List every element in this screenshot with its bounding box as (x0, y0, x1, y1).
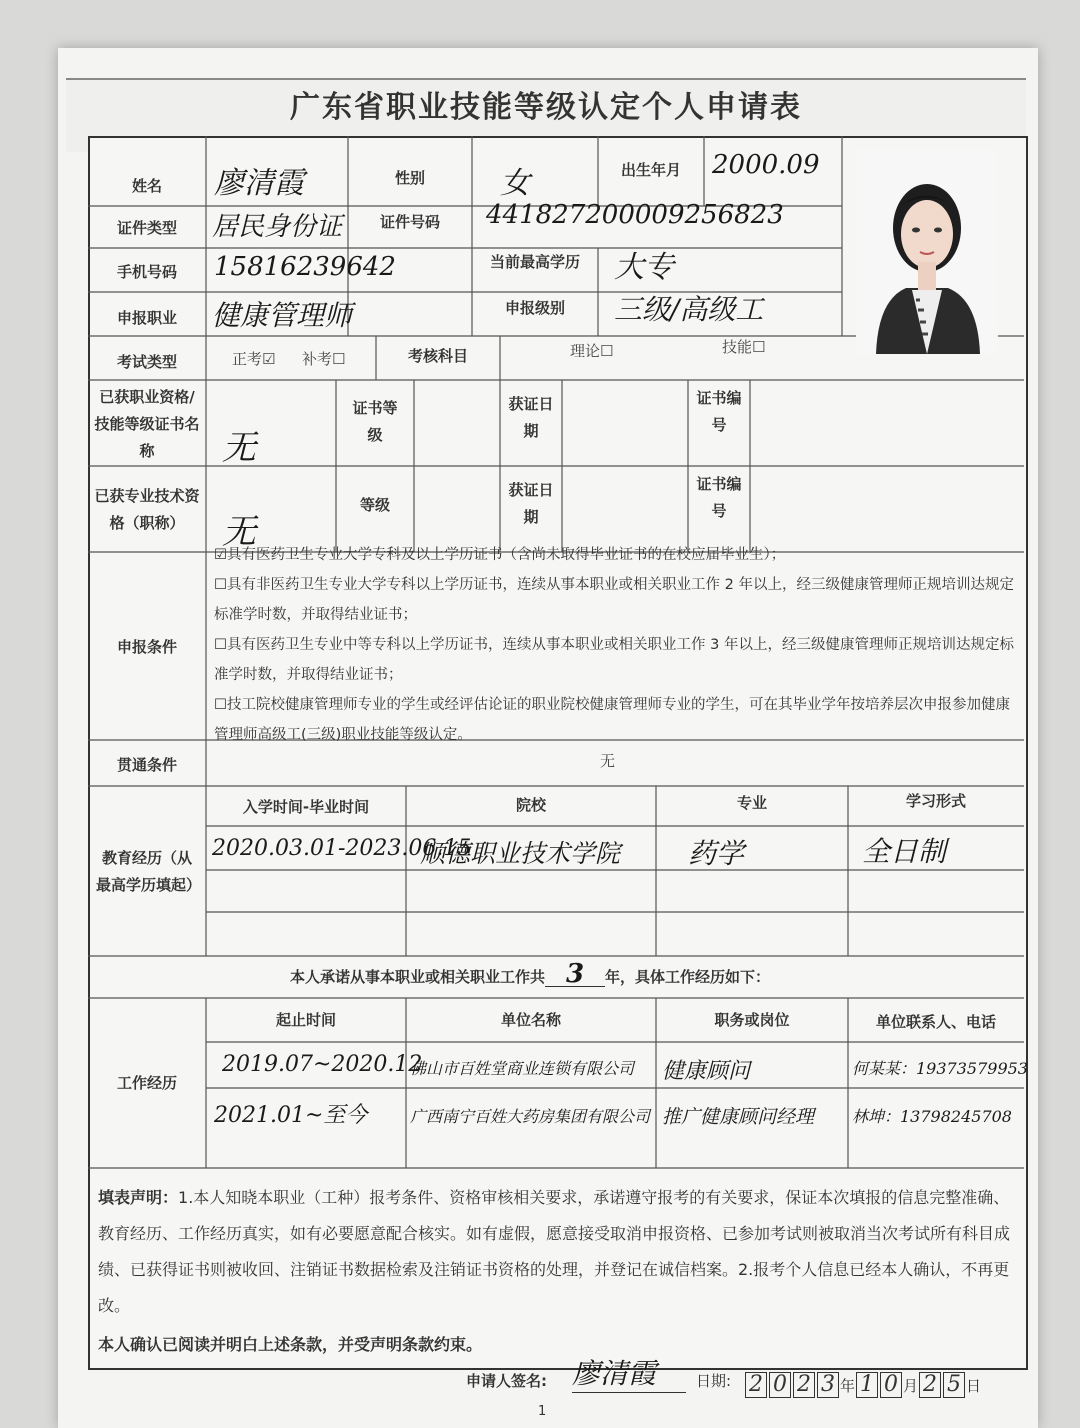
work-years-after: 年，具体工作经历如下： (605, 968, 771, 986)
value-gender[interactable]: 女 (500, 166, 530, 201)
value-prof-title[interactable]: 无 (222, 512, 256, 552)
declaration (98, 1180, 1016, 1324)
year-digit-2[interactable]: 0 (769, 1372, 791, 1398)
year-digit-4[interactable]: 3 (817, 1372, 839, 1398)
day-digit-1[interactable]: 2 (919, 1372, 941, 1398)
value-birth[interactable]: 2000.09 (712, 150, 820, 180)
checkbox-regular-exam[interactable]: 正考☑ (232, 350, 276, 368)
value-through[interactable]: 无 (600, 752, 616, 770)
date-field[interactable] (744, 1372, 981, 1398)
value-name[interactable]: 廖清霞 (214, 166, 304, 201)
label-level: 申报级别 (504, 298, 565, 317)
page-number: 1 (538, 1404, 547, 1419)
work-row-2-contact[interactable]: 林坤：13798245708 (852, 1107, 1012, 1126)
value-id-type[interactable]: 居民身份证 (212, 212, 343, 242)
label-id-no: 证件号码 (379, 212, 440, 231)
work-row-1-position[interactable]: 健康顾问 (662, 1059, 751, 1084)
work-row-1-period[interactable]: 2019.07~2020.12 (222, 1052, 423, 1077)
label-cert-no-2: 证书编号 (696, 475, 742, 520)
work-row-2-company[interactable]: 广西南宁百姓大药房集团有限公司 (410, 1107, 651, 1126)
declaration-body: 1.本人知晓本职业（工种）报考条件、资格审核相关要求，承诺遵守报考的有关要求，保证本次填报的信息完整准确、教育经历、工作经历真实，如有必要愿意配合核实。如有虚假，愿意接受取消申报资格、已参加考试则被取消当次考试所有科目成绩、已获得证书则被收回、注销证书数据检索及注销证书资格的处理，并登记在诚信档案。2.报考个人信息已经本人确认，不再更改。 (98, 1188, 1011, 1315)
label-education-highest: 当前最高学历 (489, 252, 580, 271)
label-cert-no: 证书编号 (696, 389, 742, 434)
month-digit-2[interactable]: 0 (880, 1372, 902, 1398)
work-row-2-position[interactable]: 推广健康顾问经理 (662, 1106, 815, 1128)
work-header-position: 职务或岗位 (714, 1010, 790, 1029)
edu-row-1-period[interactable]: 2020.03.01-2023.06.15 (212, 836, 472, 861)
work-row-1-contact[interactable]: 何某某：19373579953 (852, 1059, 1028, 1078)
signature-name[interactable]: 廖清霞 (572, 1352, 686, 1393)
edu-row-1-major[interactable]: 药学 (688, 837, 745, 870)
work-years-value[interactable]: 3 (545, 962, 605, 987)
applicant-photo (856, 150, 998, 354)
work-years-sentence (290, 959, 771, 992)
label-conditions: 申报条件 (116, 637, 177, 656)
work-header-company: 单位名称 (500, 1010, 561, 1029)
label-cert-level: 证书等级 (352, 399, 398, 444)
day-unit: 日 (966, 1377, 982, 1395)
label-name: 姓名 (131, 176, 162, 195)
label-education: 教育经历（从最高学历填起） (96, 849, 202, 894)
work-header-period: 起止时间 (275, 1010, 336, 1029)
label-cert-obtained: 已获职业资格/技能等级证书名称 (94, 387, 200, 460)
label-prof-title: 已获专业技术资格（职称） (94, 487, 200, 532)
label-grade: 等级 (359, 495, 390, 514)
label-gender: 性别 (394, 168, 425, 187)
label-occupation: 申报职业 (116, 308, 177, 327)
declaration-lead: 填表声明： (98, 1188, 179, 1207)
label-issue-date-2: 获证日期 (508, 481, 554, 526)
month-unit: 月 (903, 1377, 919, 1395)
label-exam-type: 考试类型 (116, 352, 177, 371)
work-row-1-company[interactable]: 佛山市百姓堂商业连锁有限公司 (410, 1059, 635, 1078)
conditions-list (214, 540, 1020, 750)
work-row-2-period[interactable]: 2021.01~至今 (214, 1103, 368, 1128)
condition-item-2[interactable]: ☐具有非医药卫生专业大学专科以上学历证书，连续从事本职业或相关职业工作 2 年以上，经三级健康管理师正规培训达规定标准学时数，并取得结业证书； (214, 577, 1014, 623)
label-exam-subject: 考核科目 (407, 346, 468, 365)
edu-header-major: 专业 (736, 793, 767, 812)
edu-header-period: 入学时间-毕业时间 (242, 797, 370, 816)
label-id-type: 证件类型 (116, 218, 177, 237)
condition-item-3[interactable]: ☐具有医药卫生专业中等专科以上学历证书，连续从事本职业或相关职业工作 3 年以上，经三级健康管理师正规培训达规定标准学时数，并取得结业证书； (214, 637, 1014, 683)
checkbox-skill[interactable]: 技能☐ (722, 338, 766, 356)
checkbox-theory[interactable]: 理论☐ (570, 342, 614, 360)
edu-row-1-school[interactable]: 顺德职业技术学院 (420, 839, 621, 868)
checkbox-makeup-exam[interactable]: 补考☐ (302, 350, 346, 368)
year-digit-1[interactable]: 2 (745, 1372, 767, 1398)
value-id-no[interactable]: 441827200009256823 (486, 200, 784, 230)
date-label: 日期: (696, 1372, 732, 1390)
day-digit-2[interactable]: 5 (943, 1372, 965, 1398)
signature-label: 申请人签名: (466, 1372, 547, 1390)
edu-header-form: 学习形式 (905, 791, 966, 810)
value-level[interactable]: 三级/高级工 (614, 293, 764, 326)
value-phone[interactable]: 15816239642 (214, 252, 396, 282)
year-digit-3[interactable]: 2 (793, 1372, 815, 1398)
edu-row-1-form[interactable]: 全日制 (862, 835, 947, 868)
form-title: 广东省职业技能等级认定个人申请表 (290, 90, 802, 125)
edu-header-school: 院校 (515, 795, 546, 814)
label-phone: 手机号码 (116, 262, 177, 281)
label-birth: 出生年月 (620, 160, 681, 179)
label-issue-date: 获证日期 (508, 395, 554, 440)
work-header-contact: 单位联系人、电话 (875, 1012, 996, 1031)
value-cert-obtained[interactable]: 无 (222, 428, 256, 468)
declaration-confirm: 本人确认已阅读并明白上述条款，并受声明条款约束。 (98, 1335, 483, 1354)
label-work: 工作经历 (116, 1073, 177, 1092)
month-digit-1[interactable]: 1 (856, 1372, 878, 1398)
label-through: 贯通条件 (116, 755, 177, 774)
value-education-highest[interactable]: 大专 (614, 250, 674, 285)
value-occupation[interactable]: 健康管理师 (212, 299, 353, 332)
work-years-before: 本人承诺从事本职业或相关职业工作共 (290, 968, 546, 986)
condition-item-4[interactable]: ☐技工院校健康管理师专业的学生或经评估论证的职业院校健康管理师专业的学生，可在其毕业学年按培养层次申报参加健康管理师高级工(三级)职业技能等级认定。 (214, 697, 1010, 743)
condition-item-1[interactable]: ☑具有医药卫生专业大学专科及以上学历证书（含尚未取得毕业证书的在校应届毕业生）； (214, 547, 786, 563)
year-unit: 年 (840, 1377, 856, 1395)
